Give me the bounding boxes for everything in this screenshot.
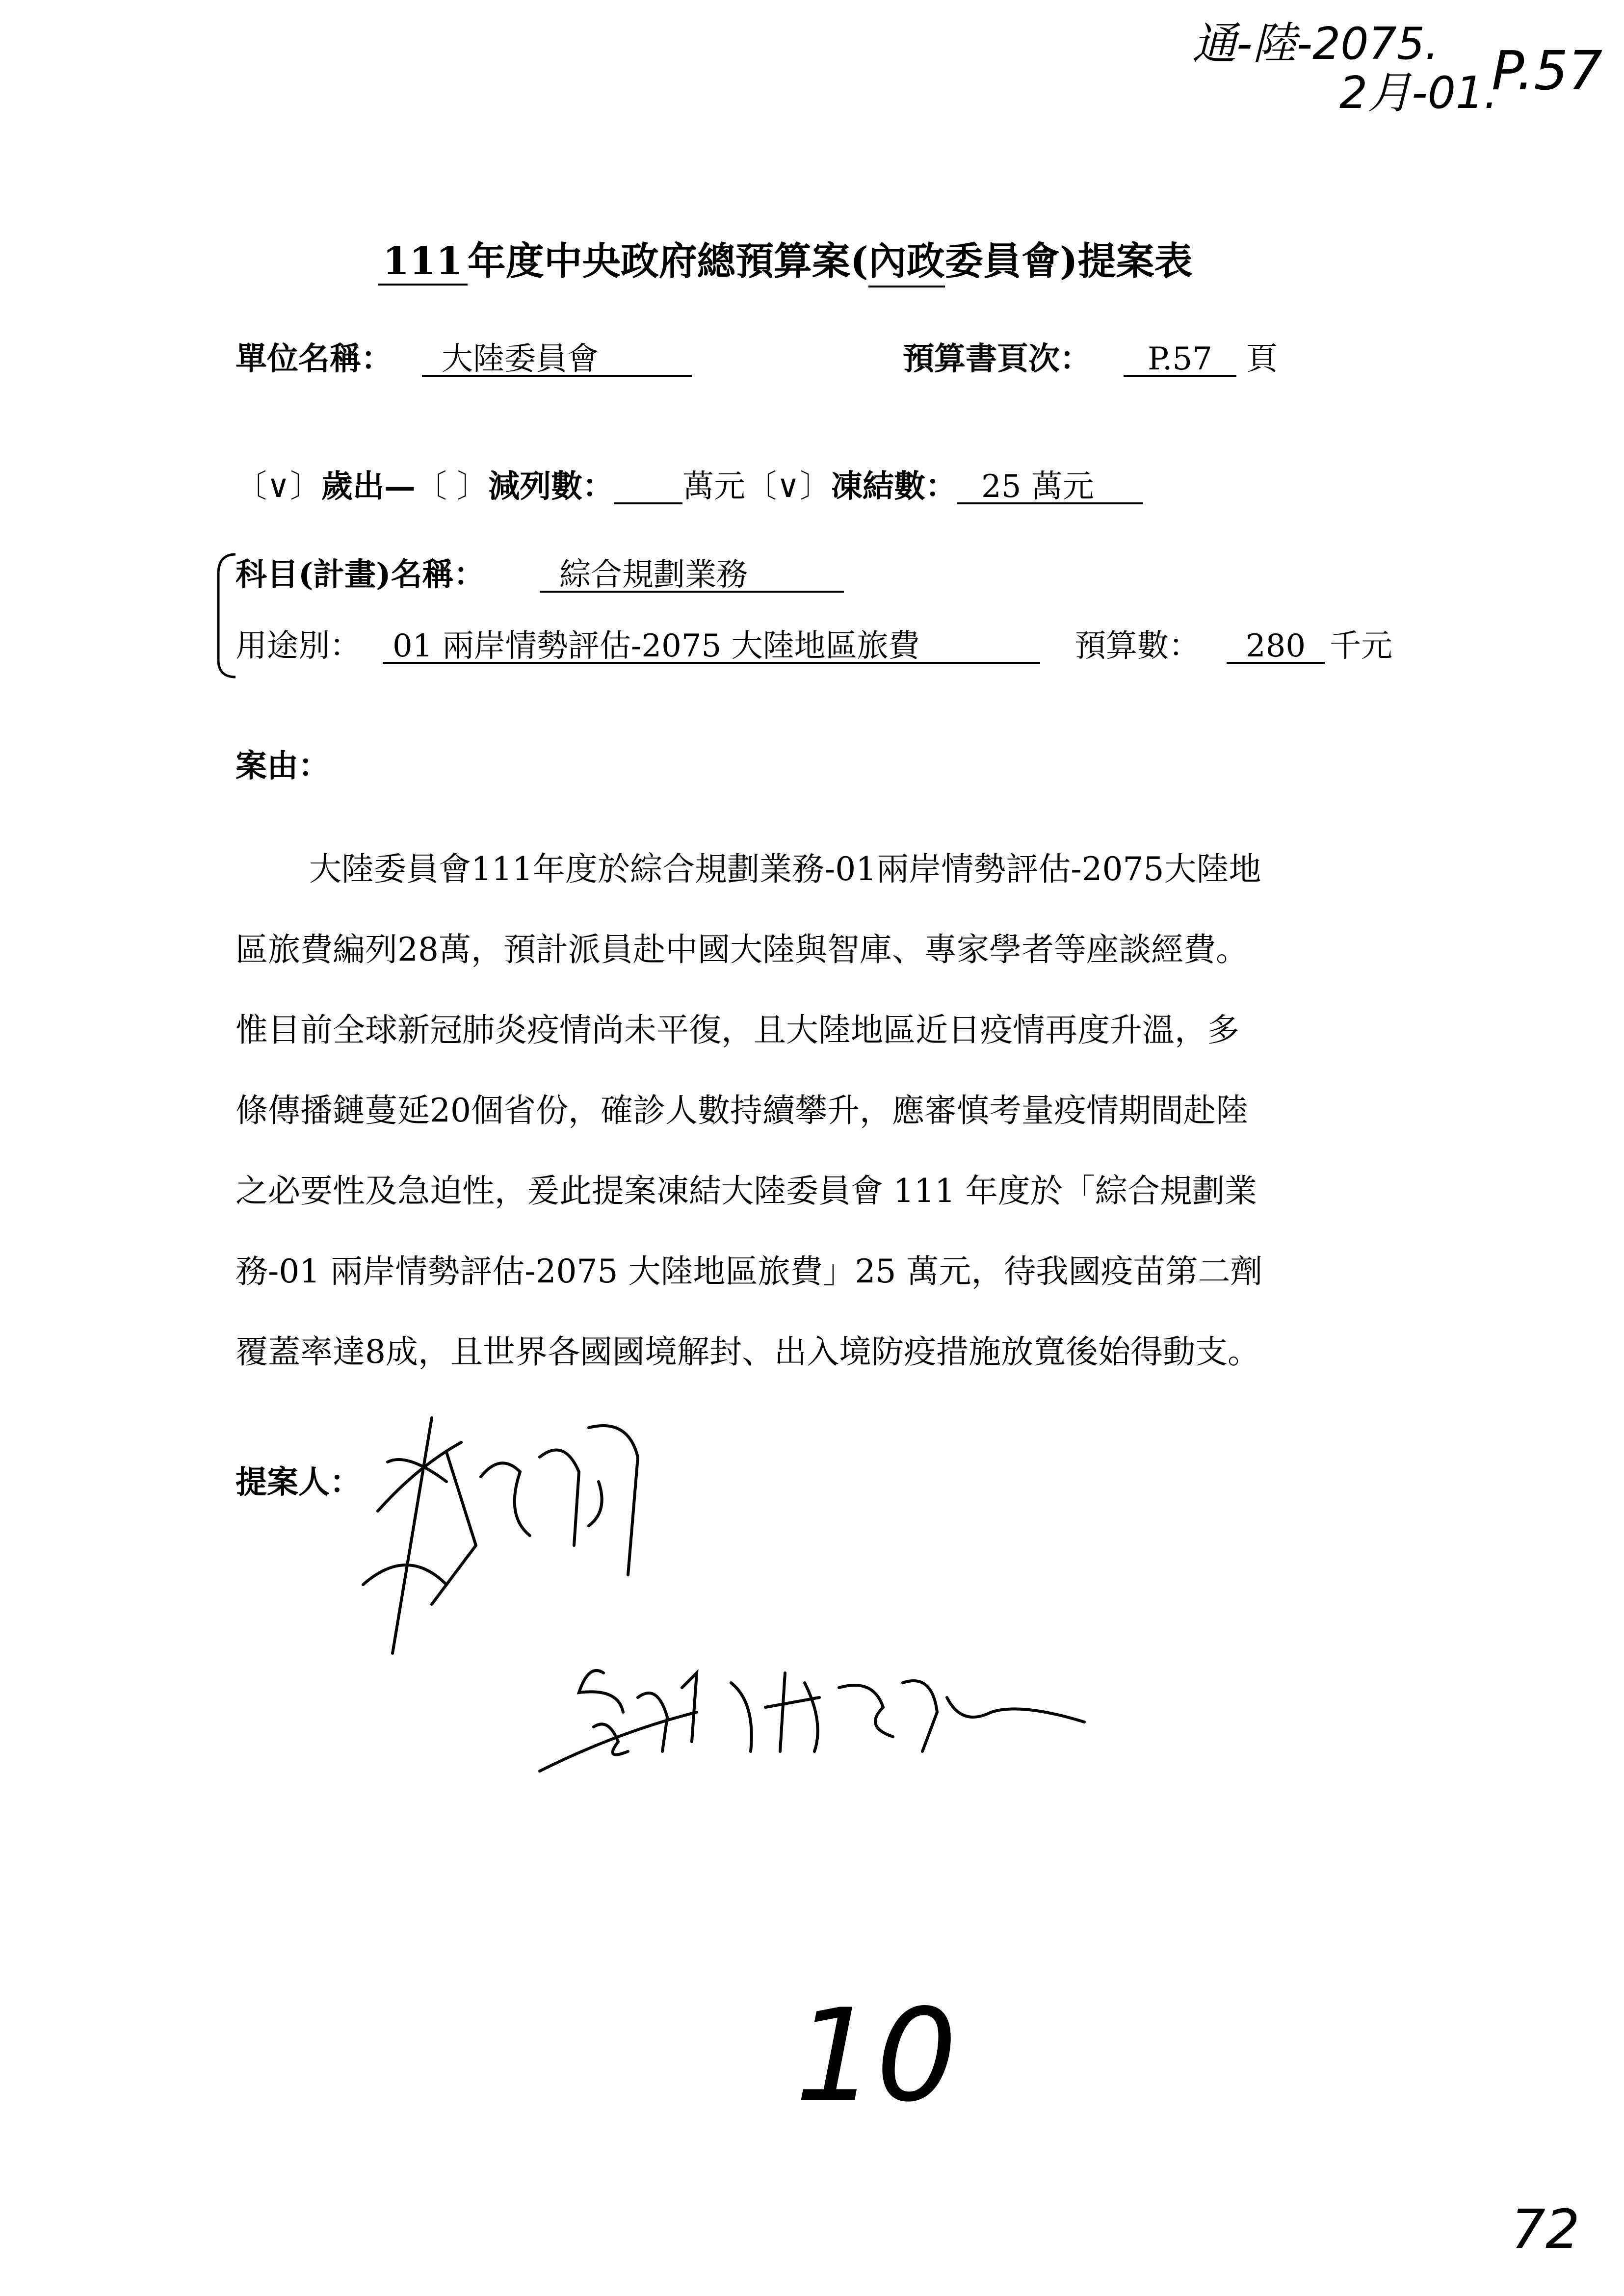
- reason-line: 區旅費編列28萬，預計派員赴中國大陸與智庫、專家學者等座談經費。: [236, 931, 1248, 968]
- use-label: 用途別：: [236, 628, 361, 664]
- reduce-value: [614, 471, 682, 504]
- budget-amount-unit: 千元: [1330, 628, 1392, 664]
- title-text: 年度中央政府總預算案(: [467, 239, 868, 284]
- checkbox-freeze: 〔∨〕: [745, 469, 832, 505]
- reason-paragraph: [236, 829, 1433, 1392]
- signature-2: [520, 1653, 1109, 1791]
- title-text2: 委員會)提案表: [944, 239, 1193, 284]
- stamp-page-ref: P.57: [1492, 39, 1603, 102]
- reason-label: 案由：: [236, 748, 330, 784]
- handwritten-file-stamp: [1192, 20, 1498, 118]
- handwritten-page-number: 10: [795, 1982, 957, 2130]
- unit-label: 單位名稱：: [236, 340, 393, 377]
- budget-page-suffix: 頁: [1246, 341, 1278, 377]
- budget-page-value: P.57: [1124, 343, 1236, 377]
- reason-line: 大陸委員會111年度於綜合規劃業務-01兩岸情勢評估-2075大陸地: [309, 850, 1261, 888]
- stamp-line2: 2月-01.: [1339, 67, 1498, 119]
- reason-line: 條傳播鏈蔓延20個省份，確診人數持續攀升，應審慎考量疫情期間赴陸: [236, 1092, 1248, 1129]
- proposer-label: 提案人：: [236, 1464, 361, 1501]
- subject-value: 綜合規劃業務: [540, 559, 844, 593]
- expense-label: 歲出—: [321, 468, 416, 505]
- freeze-label: 凍結數：: [831, 468, 957, 505]
- reason-line: 務-01 兩岸情勢評估-2075 大陸地區旅費」25 萬元，待我國疫苗第二劑: [236, 1252, 1263, 1290]
- checkbox-reduce: 〔 〕: [415, 469, 489, 505]
- corner-number: 72: [1511, 2198, 1580, 2261]
- unit-value: 大陸委員會: [422, 343, 692, 377]
- title-year: 111: [378, 239, 468, 286]
- reason-line: 之必要性及急迫性，爰此提案凍結大陸委員會 111 年度於「綜合規劃業: [236, 1172, 1257, 1210]
- signature-1: [334, 1398, 657, 1673]
- reduce-label: 減列數：: [488, 468, 614, 505]
- subject-label: 科目(計畫)名稱：: [236, 556, 485, 593]
- freeze-amount-field: [957, 471, 1143, 504]
- reason-line: 惟目前全球新冠肺炎疫情尚未平復，且大陸地區近日疫情再度升溫，多: [236, 1011, 1239, 1049]
- budget-amount-value: 280: [1227, 630, 1325, 664]
- page-title: [378, 231, 1193, 287]
- use-value: 01 兩岸情勢評估-2075 大陸地區旅費: [383, 630, 1040, 664]
- freeze-unit: 萬元: [1031, 469, 1094, 505]
- reason-line: 覆蓋率達8成，且世界各國國境解封、出入境防疫措施放寬後始得動支。: [236, 1333, 1260, 1371]
- title-committee: 內政: [868, 231, 945, 287]
- stamp-line1: 通-陸-2075.: [1192, 18, 1439, 70]
- budget-amount-label: 預算數：: [1074, 628, 1200, 664]
- checkbox-expense: 〔∨〕: [236, 469, 321, 505]
- options-row: [236, 468, 1143, 505]
- freeze-value: 25: [981, 469, 1022, 505]
- budget-page-label: 預算書頁次：: [903, 340, 1091, 377]
- reduce-unit: 萬元: [682, 469, 746, 505]
